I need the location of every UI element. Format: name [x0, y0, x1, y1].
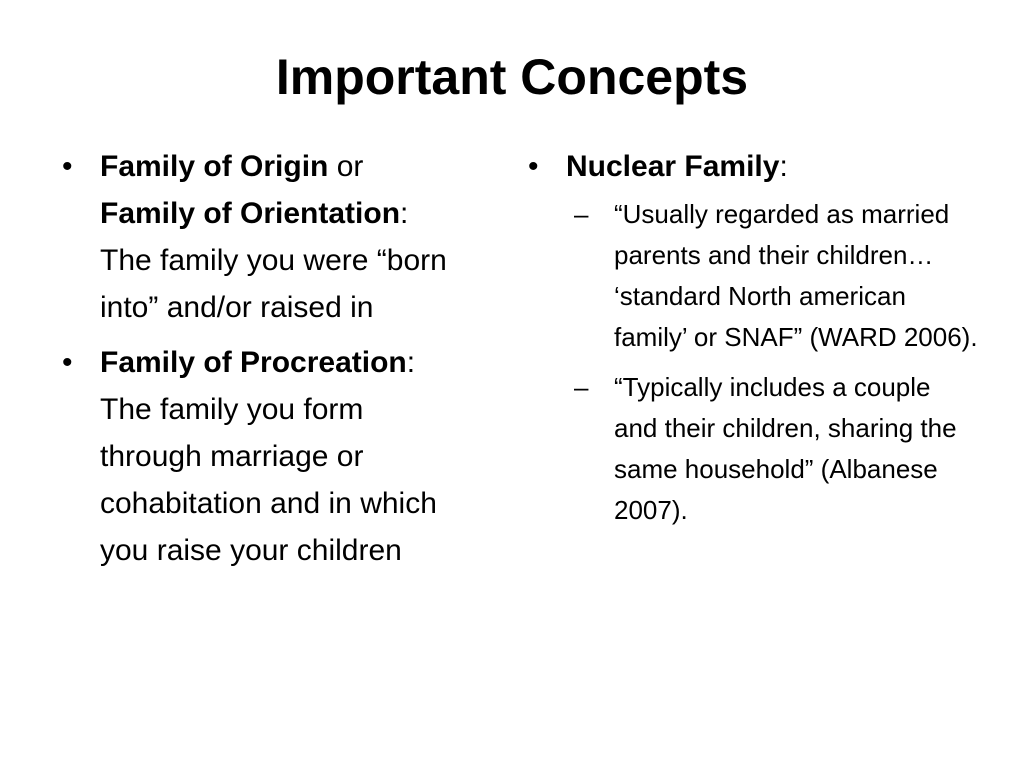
bullet-dot-icon: •: [62, 346, 73, 379]
colon: :: [406, 346, 416, 379]
slide-title: Important Concepts: [275, 49, 749, 105]
bullet-family-of-procreation: [62, 339, 462, 574]
left-column: [62, 143, 462, 582]
colon: :: [779, 150, 788, 183]
sub-bullet-ward-2006: [566, 194, 978, 358]
quote-albanese-2007: “Typically includes a couple and their children, sharing the same household” (Albanese 2007).: [614, 372, 957, 525]
term-family-of-origin: Family of Origin: [100, 150, 329, 183]
right-bullet-list: [528, 143, 978, 531]
connector-or: or: [328, 150, 364, 183]
dash-icon: –: [574, 372, 589, 402]
left-bullet-list: [62, 143, 462, 574]
term-nuclear-family: Nuclear Family: [566, 150, 780, 183]
bullet-nuclear-family: [528, 143, 978, 531]
term-family-of-procreation: Family of Procreation: [100, 346, 407, 379]
bullet-dot-icon: •: [528, 150, 539, 183]
dash-icon: –: [574, 199, 589, 229]
term-family-of-orientation: Family of Orientation: [100, 197, 401, 230]
definition-family-of-procreation: The family you form through marriage or cohabitation and in which you raise your children: [100, 393, 437, 567]
nuclear-family-sub-list: [566, 194, 978, 531]
bullet-dot-icon: •: [62, 150, 73, 183]
definition-family-of-origin: The family you were “born into” and/or raised in: [100, 244, 447, 324]
quote-ward-2006: “Usually regarded as married parents and their children… ‘standard North american family’ or SNAF” (WARD 2006).: [614, 199, 978, 352]
bullet-family-of-origin: [62, 143, 462, 331]
sub-bullet-albanese-2007: [566, 367, 978, 531]
colon: :: [400, 197, 409, 230]
right-column: [528, 143, 978, 540]
